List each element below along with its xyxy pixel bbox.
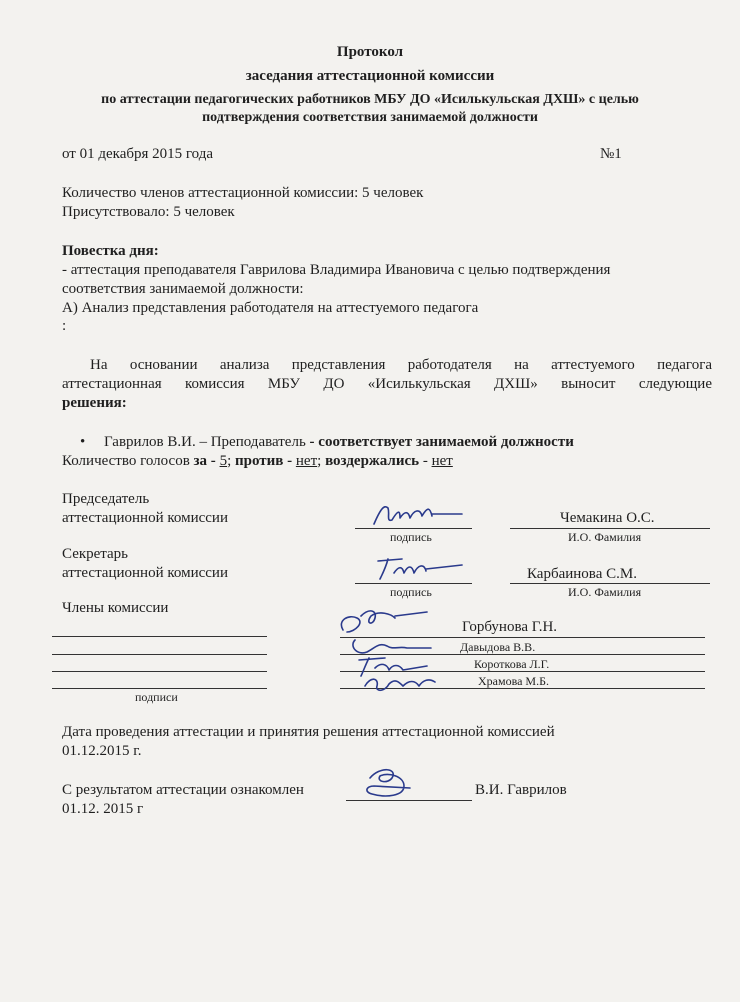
member-line bbox=[52, 671, 267, 672]
basis-line: На основании анализа представления работодателя на аттестуемого педагога bbox=[90, 357, 712, 373]
protocol-number: №1 bbox=[600, 146, 622, 162]
member-name: Короткова Л.Г. bbox=[474, 657, 550, 671]
document-title: Протокол bbox=[336, 44, 404, 60]
chair-label: аттестационной комиссии bbox=[62, 510, 228, 526]
members-caption: подписи bbox=[135, 690, 178, 704]
members-signatures bbox=[335, 606, 455, 698]
basis-line: аттестационная комиссия МБУ ДО «Исилькульская ДХШ» выносит следующие bbox=[62, 376, 712, 392]
agenda-line: А) Анализ представления работодателя на аттестуемого педагога bbox=[62, 300, 479, 316]
secretary-name: Карбаинова С.М. bbox=[527, 566, 637, 582]
votes-abstain-label: воздержались bbox=[325, 453, 423, 469]
member-line bbox=[52, 636, 267, 637]
chair-signature bbox=[370, 500, 470, 532]
present-count: Присутствовало: 5 человек bbox=[62, 204, 235, 220]
bullet: • bbox=[80, 434, 86, 450]
document-header-line: по аттестации педагогических работников МБУ ДО «Исилькульская ДХШ» с целью bbox=[101, 92, 639, 107]
member-line bbox=[52, 654, 267, 655]
acknowledgement-date: 01.12. 2015 г bbox=[62, 801, 144, 817]
attestation-date-line: Дата проведения аттестации и принятия решения аттестационной комиссией bbox=[62, 724, 555, 740]
members-label: Члены комиссии bbox=[62, 600, 169, 616]
member-line bbox=[52, 688, 267, 689]
decision-line bbox=[104, 434, 574, 451]
agenda-line: : bbox=[62, 318, 67, 334]
votes-against-label: против - bbox=[234, 453, 296, 469]
separator: ; bbox=[227, 453, 235, 469]
decision-person: Гаврилов В.И. – Преподаватель bbox=[104, 434, 310, 450]
separator: - bbox=[422, 453, 432, 469]
chair-label: Председатель bbox=[62, 491, 150, 507]
acknowledgement-label: С результатом аттестации ознакомлен bbox=[62, 782, 304, 798]
member-name: Давыдова В.В. bbox=[460, 640, 536, 654]
acknowledgement-signature bbox=[358, 764, 428, 804]
protocol-date: от 01 декабря 2015 года bbox=[62, 146, 214, 162]
document-header-line: подтверждения соответствия занимаемой должности bbox=[202, 110, 538, 125]
decision-result: - соответствует занимаемой должности bbox=[309, 434, 574, 450]
votes-label: Количество голосов bbox=[62, 453, 194, 469]
votes-for-value: 5 bbox=[219, 453, 228, 469]
agenda-line: - аттестация преподавателя Гаврилова Владимира Ивановича с целью подтверждения bbox=[62, 262, 611, 278]
votes-line bbox=[62, 453, 453, 470]
agenda-heading: Повестка дня: bbox=[62, 243, 159, 259]
separator: ; bbox=[317, 453, 326, 469]
secretary-name-line bbox=[510, 583, 710, 584]
votes-for-label: за - bbox=[193, 453, 220, 469]
votes-abstain-value: нет bbox=[431, 453, 453, 469]
basis-line: решения: bbox=[62, 395, 127, 411]
chair-name-line bbox=[510, 528, 710, 529]
attestation-date: 01.12.2015 г. bbox=[62, 743, 142, 759]
secretary-signature bbox=[372, 553, 472, 585]
votes-against-value: нет bbox=[295, 453, 318, 469]
acknowledgement-name: В.И. Гаврилов bbox=[475, 782, 567, 798]
name-caption: И.О. Фамилия bbox=[568, 530, 642, 544]
document-subtitle: заседания аттестационной комиссии bbox=[245, 68, 495, 84]
agenda-line: соответствия занимаемой должности: bbox=[62, 281, 304, 297]
member-name: Горбунова Г.Н. bbox=[462, 619, 558, 635]
member-name: Храмова М.Б. bbox=[478, 674, 549, 688]
sign-caption: подпись bbox=[390, 585, 432, 599]
members-count: Количество членов аттестационной комиссии: 5 человек bbox=[62, 185, 424, 201]
sign-caption: подпись bbox=[390, 530, 432, 544]
name-caption: И.О. Фамилия bbox=[568, 585, 642, 599]
chair-name: Чемакина О.С. bbox=[560, 510, 655, 526]
secretary-label: Секретарь bbox=[62, 546, 129, 562]
secretary-label: аттестационной комиссии bbox=[62, 565, 228, 581]
